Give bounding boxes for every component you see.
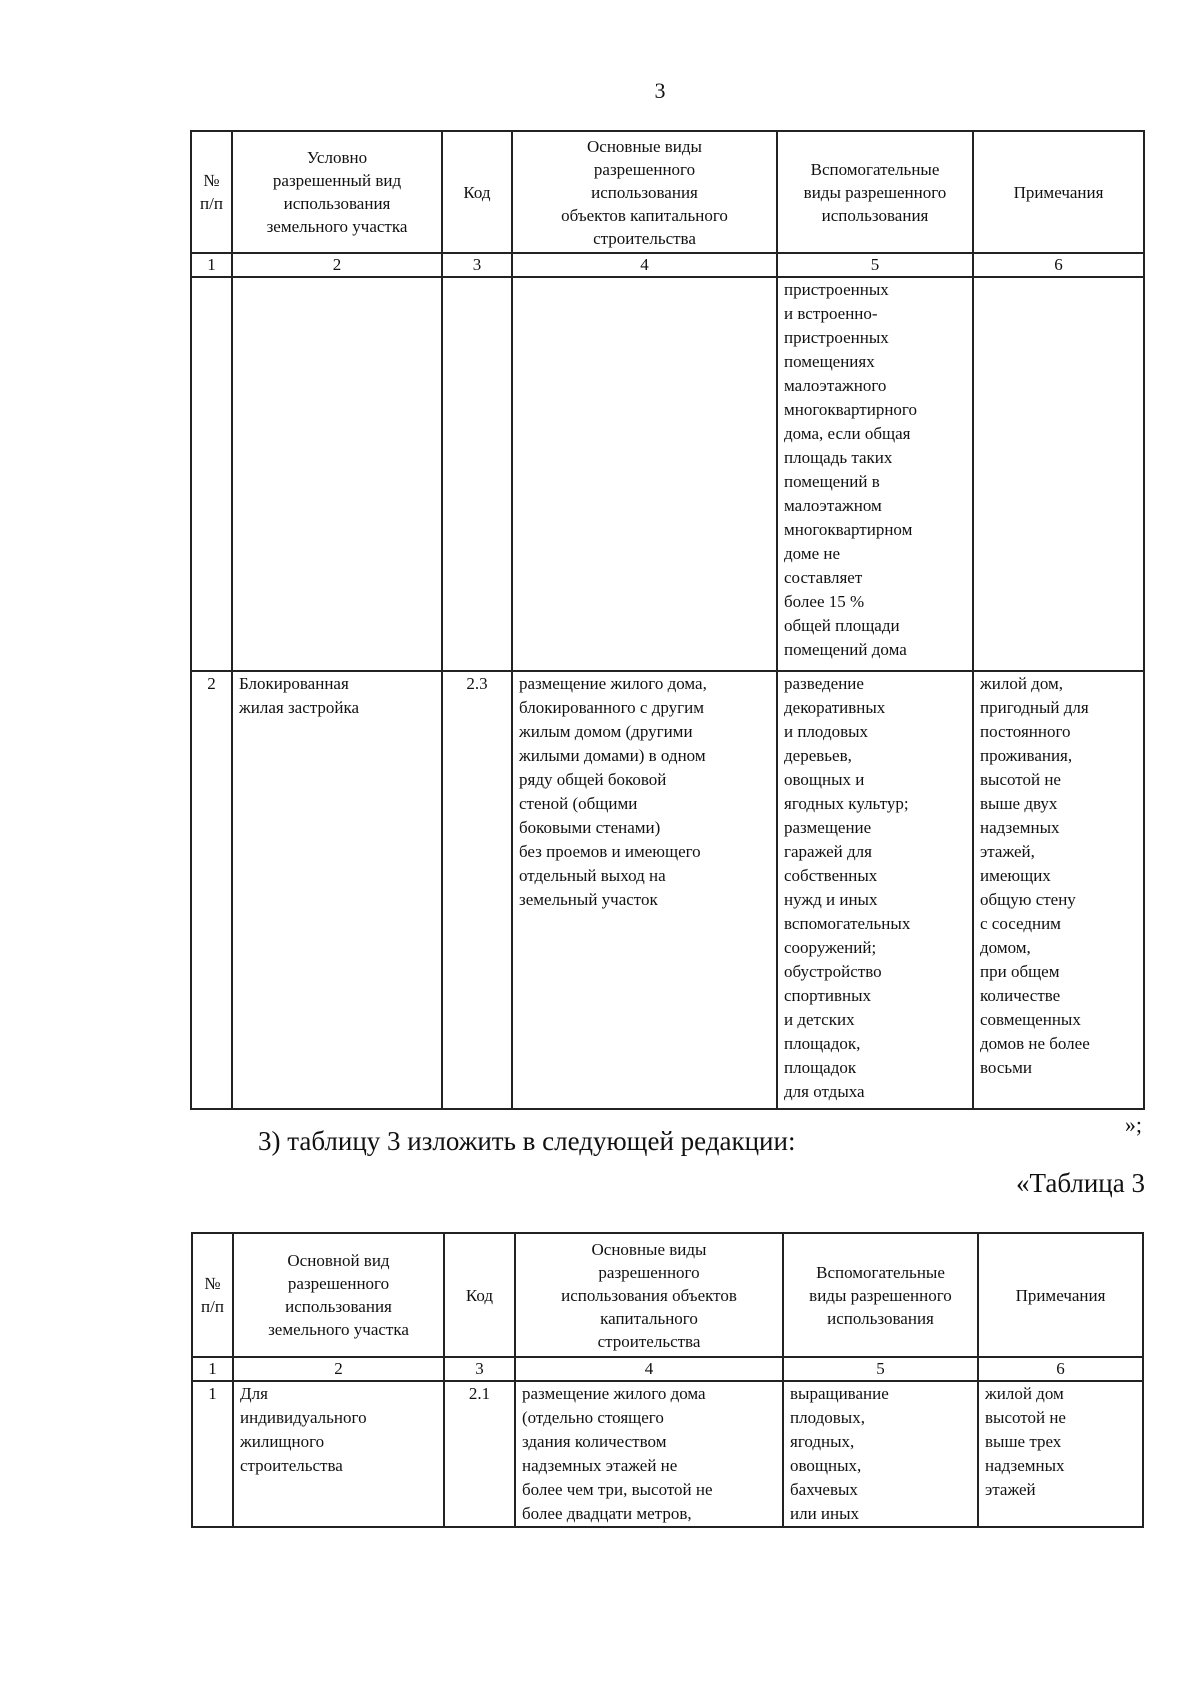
row-use-type: Блокированная жилая застройка (232, 671, 442, 1109)
column-number: 1 (192, 1357, 233, 1381)
column-number: 1 (191, 253, 232, 277)
column-number: 5 (783, 1357, 978, 1381)
column-number: 5 (777, 253, 973, 277)
row-code: 2.1 (444, 1381, 515, 1527)
row-main-uses: размещение жилого дома, блокированного с другим жилым домом (другими жилыми домами) в одном ряду общей боковой стеной (общими боковыми стенами) без проемов и имеющего отдельный выход на земельный участок (512, 671, 777, 1109)
row-code: 2.3 (442, 671, 512, 1109)
header-main-uses: Основные виды разрешенного использования объектов капитального строительства (512, 131, 777, 253)
header-notes: Примечания (973, 131, 1144, 253)
row-use-type (232, 277, 442, 671)
column-number: 6 (978, 1357, 1143, 1381)
table-header-row (192, 1233, 1143, 1357)
header-code: Код (444, 1233, 515, 1357)
header-use-type: Условно разрешенный вид использования земельного участка (232, 131, 442, 253)
column-number-row (191, 253, 1144, 277)
column-number: 3 (442, 253, 512, 277)
row-use-type: Для индивидуального жилищного строительства (233, 1381, 444, 1527)
row-number: 1 (192, 1381, 233, 1527)
table-row (191, 671, 1144, 1109)
column-number: 2 (233, 1357, 444, 1381)
table-row (191, 277, 1144, 671)
header-number: № п/п (191, 131, 232, 253)
column-number-row (192, 1357, 1143, 1381)
column-number: 4 (512, 253, 777, 277)
row-notes (973, 277, 1144, 671)
header-number: № п/п (192, 1233, 233, 1357)
header-notes: Примечания (978, 1233, 1143, 1357)
header-aux-uses: Вспомогательные виды разрешенного использования (783, 1233, 978, 1357)
row-code (442, 277, 512, 671)
page-number: 3 (654, 78, 666, 103)
header-aux-uses: Вспомогательные виды разрешенного использования (777, 131, 973, 253)
table-caption: «Таблица 3 (1016, 1168, 1145, 1198)
column-number: 4 (515, 1357, 783, 1381)
row-main-uses: размещение жилого дома (отдельно стоящего здания количеством надземных этажей не более чем три, высотой не более двадцати метров, (515, 1381, 783, 1527)
row-notes: жилой дом высотой не выше трех надземных этажей (978, 1381, 1143, 1527)
column-number: 2 (232, 253, 442, 277)
column-number: 3 (444, 1357, 515, 1381)
column-number: 6 (973, 253, 1144, 277)
header-use-type: Основной вид разрешенного использования земельного участка (233, 1233, 444, 1357)
land-use-table-3 (191, 1232, 1144, 1528)
row-aux-uses: пристроенных и встроенно- пристроенных помещениях малоэтажного многоквартирного дома, если общая площадь таких помещений в малоэтажном многоквартирном доме не составляет более 15 % общей площади помещений дома (777, 277, 973, 671)
table-row (192, 1381, 1143, 1527)
instruction-text: 3) таблицу 3 изложить в следующей редакции: (258, 1126, 796, 1156)
row-aux-uses: выращивание плодовых, ягодных, овощных, бахчевых или иных (783, 1381, 978, 1527)
row-notes: жилой дом, пригодный для постоянного проживания, высотой не выше двух надземных этажей, имеющих общую стену с соседним домом, при общем количестве совмещенных домов не более восьми (973, 671, 1144, 1109)
closing-quote: »; (1124, 1112, 1142, 1137)
land-use-table-2 (190, 130, 1145, 1110)
row-number: 2 (191, 671, 232, 1109)
row-number (191, 277, 232, 671)
table-header-row (191, 131, 1144, 253)
row-aux-uses: разведение декоративных и плодовых деревьев, овощных и ягодных культур; размещение гаражей для собственных нужд и иных вспомогательных сооружений; обустройство спортивных и детских площадок, площадок для отдыха (777, 671, 973, 1109)
header-main-uses: Основные виды разрешенного использования объектов капитального строительства (515, 1233, 783, 1357)
header-code: Код (442, 131, 512, 253)
row-main-uses (512, 277, 777, 671)
